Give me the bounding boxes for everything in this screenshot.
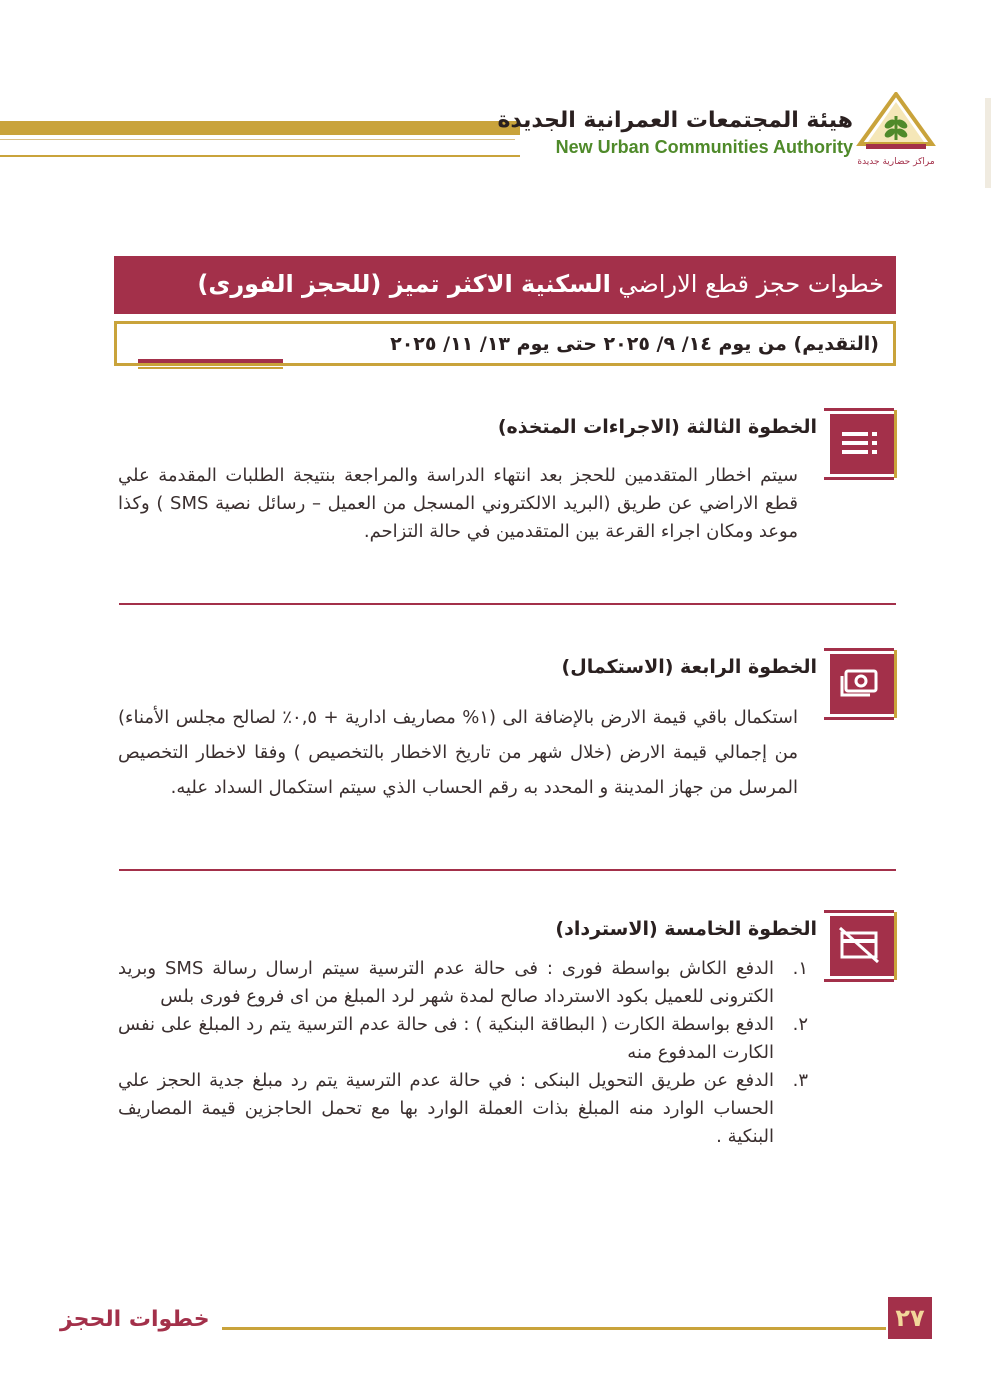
step3-icon-block xyxy=(824,408,898,480)
step4-title: الخطوة الرابعة (الاستكمال) xyxy=(561,656,817,678)
page-number: ٢٧ xyxy=(888,1297,932,1339)
title-part2: السكنية الاكثر تميز (للحجز الفورى) xyxy=(197,270,611,298)
footer-gold-line xyxy=(222,1327,886,1330)
footer-section-title: خطوات الحجز xyxy=(60,1307,210,1332)
step5-title: الخطوة الخامسة (الاسترداد) xyxy=(555,918,817,940)
refund-methods-list xyxy=(118,955,808,1151)
page-edge xyxy=(985,98,991,188)
refund-item-3 xyxy=(118,1067,808,1151)
authority-logo-icon xyxy=(856,92,936,174)
refund-item-3-text: الدفع عن طريق التحويل البنكى : في حالة عدم الترسية يتم رد مبلغ جدية الحجز علي الحساب الوارد منه المبلغ بذات العملة الوارد بها مع تحمل الحاجزين قيمة المصاريف البنكية . xyxy=(118,1070,774,1147)
date-range-text: (التقديم) من يوم ١٤/ ٩/ ٢٠٢٥ حتى يوم ١٣/ ١١/ ٢٠٢٥ xyxy=(390,333,879,355)
refund-item-2-text: الدفع بواسطة الكارت ( البطاقة البنكية ) : فى حالة عدم الترسية يتم رد المبلغ على نفس الكارت المدفوع منه xyxy=(118,1014,774,1063)
refund-item-1-num: ١. xyxy=(792,958,808,979)
header-thin-line xyxy=(0,139,515,140)
refund-item-2-num: ٢. xyxy=(792,1014,808,1035)
refund-item-1 xyxy=(118,955,808,1011)
divider-1 xyxy=(119,603,896,605)
header-gold-line xyxy=(0,155,520,157)
date-deco-gold xyxy=(138,367,283,369)
header-gold-bar xyxy=(0,121,520,135)
page-title xyxy=(114,256,896,314)
logo-caption: مراكز حضارية جديدة xyxy=(857,157,935,167)
title-part1: خطوات حجز قطع الاراضي xyxy=(610,270,884,298)
step3-text: سيتم اخطار المتقدمين للحجز بعد انتهاء الدراسة والمراجعة بنتيجة الطلبات المقدمة علي قطع الاراضي عن طريق (البريد الالكتروني المسجل من العميل – رسائل نصية SMS ) وكذا موعد ومكان اجراء القرعة بين المتقدمين في حالة التزاحم. xyxy=(118,465,798,542)
org-name-english: New Urban Communities Authority xyxy=(555,137,853,157)
divider-2 xyxy=(119,869,896,871)
step3-title: الخطوة الثالثة (الاجراءات المتخذه) xyxy=(497,416,817,438)
step4-text: استكمال باقي قيمة الارض بالإضافة الى (١% مصاريف ادارية + ٠,٥٪ لصالح مجلس الأمناء) من إجمالي قيمة الارض (خلال شهر من تاريخ الاخطار بالتخصيص ) وفقا لاخطار التخصيص المرسل من جهاز المدينة و المحدد به رقم الحساب الذي سيتم استكمال السداد عليه. xyxy=(118,707,799,798)
step5-icon-block xyxy=(824,910,898,982)
money-icon xyxy=(838,662,882,706)
list-icon xyxy=(838,422,882,466)
refund-item-1-text: الدفع الكاش بواسطة فورى : فى حالة عدم الترسية سيتم ارسال رسالة SMS وبريد الكترونى للعميل بكود الاسترداد صالح لمدة شهر لرد المبلغ من اى فروع فورى بلس xyxy=(118,958,774,1007)
date-deco-maroon xyxy=(138,359,283,363)
refund-item-3-num: ٣. xyxy=(792,1070,808,1091)
refund-item-2 xyxy=(118,1011,808,1067)
no-card-icon xyxy=(838,924,882,968)
step4-icon-block xyxy=(824,648,898,720)
org-name-arabic: هيئة المجتمعات العمرانية الجديدة xyxy=(497,108,853,133)
